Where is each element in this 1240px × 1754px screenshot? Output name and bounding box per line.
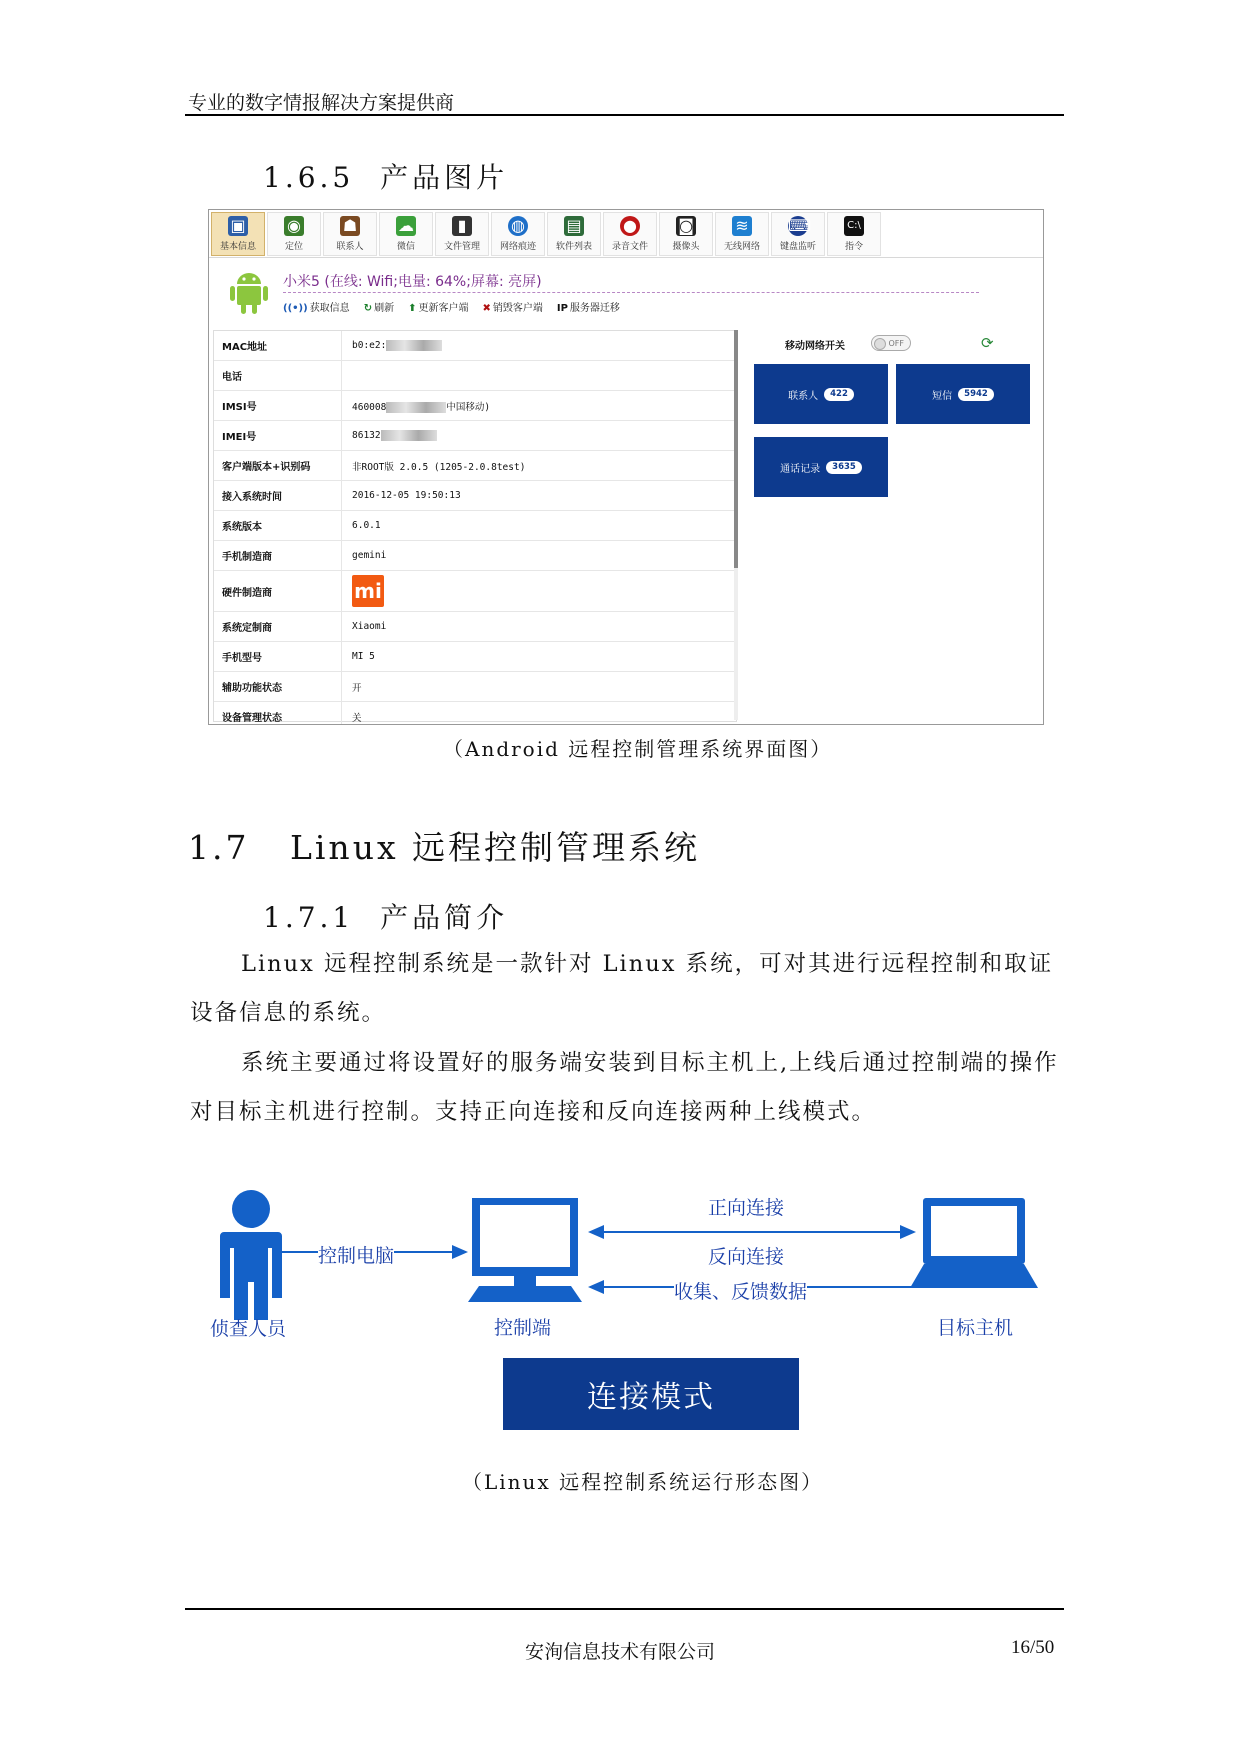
tool-network-trace[interactable] [491, 212, 545, 256]
table-scrollbar[interactable] [734, 330, 738, 720]
connection-mode-box: 连接模式 [503, 1358, 799, 1430]
table-row [214, 331, 736, 361]
laptop-icon [910, 1198, 1038, 1288]
section-1-7-1-heading [263, 896, 508, 936]
row-key: 辅助功能状态 [214, 672, 342, 701]
refresh-icon[interactable]: ⟳ [981, 334, 994, 352]
tool-label: 联系人 [336, 242, 364, 252]
tool-contacts[interactable] [323, 212, 377, 256]
wifi-icon: ≋ [732, 216, 752, 236]
table-row [214, 451, 736, 481]
table-row [214, 672, 736, 702]
forward-connection-label: 正向连接 [708, 1198, 785, 1219]
tool-keyboard[interactable] [771, 212, 825, 256]
tool-label: 键盘监听 [779, 242, 816, 252]
scrollbar-thumb[interactable] [734, 330, 738, 568]
mac-value: b0:e2: [352, 340, 387, 351]
xiaomi-logo: mi [352, 575, 384, 607]
table-row [214, 391, 736, 421]
action-label: 销毁客户端 [492, 303, 543, 314]
tool-label: 摄像头 [672, 242, 700, 252]
keyboard-icon: ⌨ [788, 216, 812, 235]
table-row [214, 541, 736, 571]
command-icon: C:\ [844, 216, 864, 236]
row-key: 客户端版本+识别码 [214, 451, 342, 480]
tool-label: 网络痕迹 [499, 242, 536, 252]
table-row [214, 612, 736, 642]
tool-location[interactable] [267, 212, 321, 256]
table-row [214, 421, 736, 451]
tile-count-badge: 3635 [826, 461, 862, 474]
redacted-blur [381, 430, 437, 441]
tile-count-badge: 5942 [958, 388, 994, 401]
refresh-icon: ↻ [363, 303, 373, 314]
section-title: Linux 远程控制管理系统 [289, 828, 701, 867]
row-value: 开 [352, 682, 362, 694]
migrate-server-button[interactable] [557, 299, 620, 314]
mobile-network-label: 移动网络开关 [785, 341, 845, 352]
destroy-client-button[interactable] [482, 299, 542, 314]
row-key: 手机型号 [214, 642, 342, 671]
row-key: 电话 [214, 361, 342, 390]
tool-label: 指令 [844, 242, 863, 252]
row-value [342, 399, 490, 413]
call-log-tile[interactable] [754, 437, 888, 497]
action-label: 更新客户端 [418, 303, 469, 314]
network-trace-icon: ◍ [508, 216, 528, 236]
action-label: 刷新 [374, 303, 395, 314]
section-number: 1.7 [188, 828, 250, 867]
row-value: MI 5 [352, 651, 375, 662]
tool-wifi[interactable] [715, 212, 769, 256]
paragraph: 系统主要通过将设置好的服务端安装到目标主机上,上线后通过控制端的操作对目标主机进行控制。支持正向连接和反向连接两种上线模式。 [190, 1050, 1059, 1125]
camera-icon: ◙ [676, 216, 696, 236]
update-client-button[interactable] [408, 299, 468, 314]
tile-label: 联系人 [788, 390, 819, 402]
upload-icon: ⬆ [408, 303, 417, 314]
close-icon: ✖ [482, 303, 491, 314]
tool-label: 录音文件 [611, 242, 648, 252]
tool-camera[interactable] [659, 212, 713, 256]
target-host-label: 目标主机 [937, 1318, 1014, 1339]
software-list-icon: ▤ [564, 216, 584, 236]
android-control-screenshot [208, 209, 1044, 725]
paragraph: Linux 远程控制系统是一款针对 Linux 系统，可对其进行远程控制和取证设备信息的系统。 [190, 951, 1054, 1026]
tool-label: 定位 [284, 242, 303, 252]
tool-basic-info[interactable] [211, 212, 265, 256]
tool-label: 无线网络 [723, 242, 760, 252]
reverse-connection-label: 反向连接 [708, 1247, 785, 1268]
tool-label: 基本信息 [219, 242, 256, 252]
ip-icon: IP [556, 303, 568, 314]
row-key: IMEI号 [214, 421, 342, 450]
device-info-table [213, 330, 737, 722]
recording-icon: ● [620, 216, 640, 236]
file-manager-icon: ▮ [452, 216, 472, 236]
collect-feedback-label: 收集、反馈数据 [674, 1277, 807, 1304]
location-icon: ◉ [284, 216, 304, 236]
footer-rule [185, 1608, 1064, 1610]
header-rule [185, 114, 1064, 116]
device-status: 小米5 (在线: Wifi;电量: 64%;屏幕: 亮屏) [283, 274, 542, 290]
controller-label: 控制端 [494, 1318, 552, 1339]
section-1-6-5-heading [263, 156, 508, 196]
row-key: 设备管理状态 [214, 702, 342, 725]
mobile-network-toggle[interactable]: OFF [871, 335, 911, 351]
section-title: 产品简介 [380, 901, 509, 934]
row-key: 系统版本 [214, 511, 342, 540]
row-value: 非ROOT版 2.0.5 (1205-2.0.8test) [352, 461, 526, 473]
action-label: 获取信息 [309, 303, 350, 314]
imei-value: 86132 [352, 430, 381, 441]
section-title: 产品图片 [380, 161, 509, 194]
row-value: 关 [352, 712, 362, 724]
tool-command[interactable] [827, 212, 881, 256]
imsi-value: 460008 [352, 401, 387, 413]
row-value: gemini [352, 550, 387, 561]
footer-company: 安洵信息技术有限公司 [524, 1641, 715, 1663]
basic-info-icon: ▣ [228, 216, 248, 236]
imsi-suffix: 中国移动) [446, 401, 491, 413]
computer-icon [468, 1198, 582, 1302]
tool-label: 文件管理 [443, 242, 480, 252]
row-value [342, 430, 437, 441]
tool-label: 微信 [396, 242, 415, 252]
row-value: Xiaomi [352, 621, 387, 632]
action-bar [283, 299, 620, 314]
tile-label: 短信 [932, 390, 953, 402]
contacts-icon: ☗ [340, 216, 360, 236]
page-header-title: 专业的数字情报解决方案提供商 [188, 92, 455, 114]
table-row [214, 511, 736, 541]
investigator-label: 侦查人员 [210, 1319, 287, 1340]
summary-pane [745, 330, 1041, 720]
tool-recording[interactable] [603, 212, 657, 256]
redacted-blur [386, 340, 442, 351]
tool-file-manager[interactable] [435, 212, 489, 256]
get-info-button[interactable] [283, 299, 350, 314]
tile-label: 通话记录 [780, 463, 821, 475]
table-row [214, 642, 736, 672]
tool-label: 软件列表 [555, 242, 592, 252]
row-key: IMSI号 [214, 391, 342, 420]
person-icon [220, 1190, 282, 1320]
action-label: 服务器迁移 [569, 303, 620, 314]
android-icon [229, 267, 269, 315]
device-bar [209, 259, 1043, 323]
row-key: 接入系统时间 [214, 481, 342, 510]
tool-software-list[interactable] [547, 212, 601, 256]
figure-caption: （Linux 远程控制系统运行形态图） [462, 1470, 824, 1494]
contacts-tile[interactable] [754, 364, 888, 424]
row-value: 2016-12-05 19:50:13 [352, 490, 461, 501]
row-value: 6.0.1 [352, 520, 381, 531]
page-number: 16/50 [1011, 1637, 1055, 1658]
broadcast-icon: ((•)) [283, 303, 308, 314]
section-1-7-heading [188, 822, 700, 869]
table-row [214, 571, 736, 612]
row-value [342, 340, 442, 351]
row-key: 硬件制造商 [214, 571, 342, 611]
table-row [214, 361, 736, 391]
row-value [342, 575, 384, 607]
row-key: MAC地址 [214, 331, 342, 360]
refresh-button[interactable] [364, 299, 394, 314]
table-row [214, 702, 736, 725]
divider [283, 292, 979, 293]
sms-tile[interactable] [896, 364, 1030, 424]
toolbar [209, 210, 1043, 258]
section-number: 1.6.5 [263, 161, 355, 194]
section-number: 1.7.1 [263, 901, 355, 934]
tool-wechat[interactable] [379, 212, 433, 256]
tile-count-badge: 422 [824, 388, 854, 401]
control-pc-label: 控制电脑 [318, 1241, 394, 1268]
row-key: 系统定制商 [214, 612, 342, 641]
table-row [214, 481, 736, 511]
row-key: 手机制造商 [214, 541, 342, 570]
redacted-blur [386, 402, 446, 413]
wechat-icon: ☁ [398, 216, 414, 235]
figure-caption: （Android 远程控制管理系统界面图） [443, 737, 833, 761]
